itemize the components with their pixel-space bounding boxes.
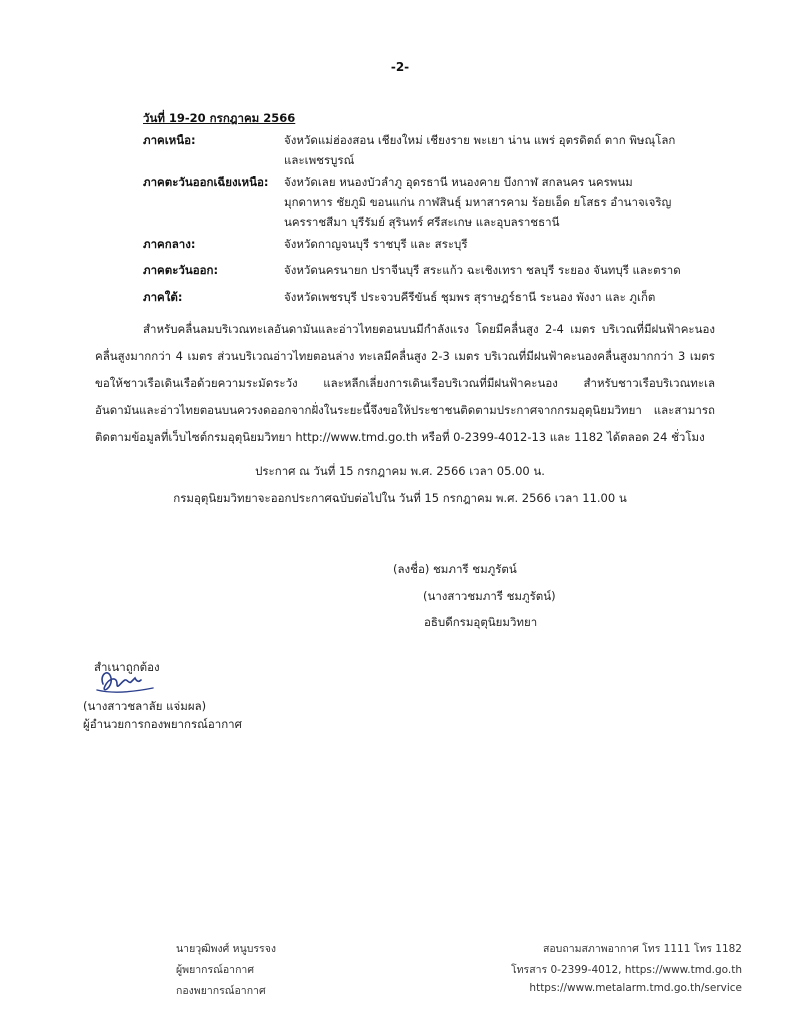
region-provinces: จังหวัดเลย หนองบัวลำภู อุดรธานี หนองคาย บึงกาฬ สกลนคร นครพนม มุกดาหาร ชัยภูมิ ขอนแก่น กาฬสินธุ์ มหาสารคาม ร้อยเอ็ด ยโสธร อำนาจเจริญ นครราชสีมา บุรีรัมย์ สุรินทร์ ศรีสะเกษ และอุบลราชธานี	[284, 175, 672, 229]
handwritten-signature	[95, 664, 155, 700]
signature-signed: (ลงชื่อ) ชมภารี ชมภูรัตน์	[393, 562, 517, 576]
copy-certified-position: ผู้อำนวยการกองพยากรณ์อากาศ	[83, 717, 242, 731]
region-name: ภาคกลาง:	[143, 237, 196, 251]
marine-warning-paragraph: สำหรับคลื่นลมบริเวณทะเลอันดามันและอ่าวไทยตอนบนมีกำลังแรง โดยมีคลื่นสูง 2-4 เมตร บริเวณที่มีฝนฟ้าคะนองคลื่นสูงมากกว่า 4 เมตร ส่วนบริเวณอ่าวไทยตอนล่าง ทะเลมีคลื่นสูง 2-3 เมตร บริเวณที่มีฝนฟ้าคะนองคลื่นสูงมากกว่า 3 เมตรขอให้ชาวเรือเดินเรือด้วยความระมัดระวัง และหลีกเลี่ยงการเดินเรือบริเวณที่มีฝนฟ้าคะนอง สำหรับชาวเรือบริเวณทะเลอันดามันและอ่าวไทยตอนบนควรงดออกจากฝั่งในระยะนี้จึงขอให้ประชาชนติดตามประกาศจากกรมอุตุนิยมวิทยา และสามารถติดตามข้อมูลที่เว็บไซต์กรมอุตุนิยมวิทยา http://www.tmd.go.th หรือที่ 0-2399-4012-13 และ 1182 ได้ตลอด 24 ชั่วโมง	[95, 322, 715, 444]
footer-service-url: https://www.metalarm.tmd.go.th/service	[529, 982, 742, 994]
region-name: ภาคตะวันออกเฉียงเหนือ:	[143, 175, 269, 189]
region-name: ภาคตะวันออก:	[143, 263, 219, 277]
footer-forecaster-role: ผู้พยากรณ์อากาศ	[176, 964, 254, 976]
next-issue-notice: กรมอุตุนิยมวิทยาจะออกประกาศฉบับต่อไปใน วันที่ 15 กรกฎาคม พ.ศ. 2566 เวลา 11.00 น	[173, 491, 627, 505]
footer-division: กองพยากรณ์อากาศ	[176, 985, 266, 997]
page-number: -2-	[390, 60, 410, 74]
signature-position: อธิบดีกรมอุตุนิยมวิทยา	[424, 615, 538, 629]
region-provinces: จังหวัดแม่ฮ่องสอน เชียงใหม่ เชียงราย พะเยา น่าน แพร่ อุตรดิตถ์ ตาก พิษณุโลก และเพชรบูรณ์	[284, 133, 676, 167]
footer-fax-website: โทรสาร 0-2399-4012, https://www.tmd.go.th	[511, 964, 742, 976]
copy-certified-name: (นางสาวชลาลัย แจ่มผล)	[83, 699, 207, 713]
date-heading: วันที่ 19-20 กรกฎาคม 2566	[143, 111, 296, 125]
region-provinces: จังหวัดกาญจนบุรี ราชบุรี และ สระบุรี	[284, 237, 468, 251]
region-name: ภาคใต้:	[143, 290, 183, 304]
footer-phone: สอบถามสภาพอากาศ โทร 1111 โทร 1182	[542, 943, 742, 955]
signature-full-name: (นางสาวชมภารี ชมภูรัตน์)	[423, 589, 556, 603]
copy-certified-label: สำเนาถูกต้อง	[94, 660, 160, 674]
footer-forecaster-name: นายวุฒิพงศ์ หนูบรรจง	[176, 943, 276, 955]
region-provinces: จังหวัดนครนายก ปราจีนบุรี สระแก้ว ฉะเชิงเทรา ชลบุรี ระยอง จันทบุรี และตราด	[284, 263, 681, 277]
region-provinces: จังหวัดเพชรบุรี ประจวบคีรีขันธ์ ชุมพร สุราษฎร์ธานี ระนอง พังงา และ ภูเก็ต	[284, 290, 656, 304]
announcement-date: ประกาศ ณ วันที่ 15 กรกฎาคม พ.ศ. 2566 เวลา 05.00 น.	[255, 464, 545, 478]
region-name: ภาคเหนือ:	[143, 133, 196, 147]
